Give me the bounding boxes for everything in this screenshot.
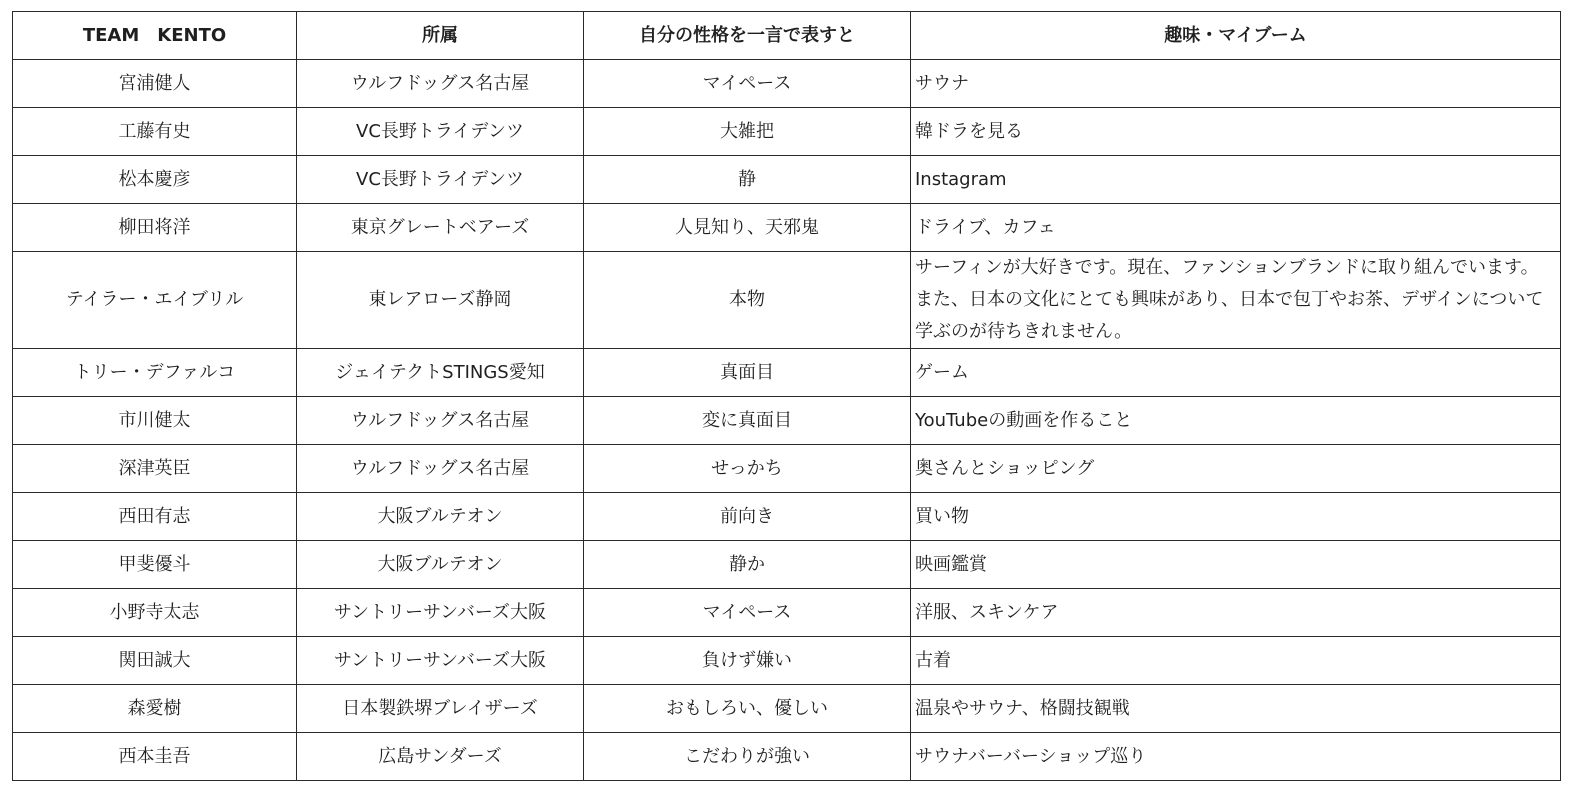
player-hobby: 古着 (911, 637, 1561, 685)
table-row (13, 349, 1561, 397)
player-name: 市川健太 (13, 397, 297, 445)
player-personality: 本物 (584, 252, 911, 349)
player-affiliation: ウルフドッグス名古屋 (297, 445, 584, 493)
player-personality: 真面目 (584, 349, 911, 397)
player-personality: 静か (584, 541, 911, 589)
player-hobby: 温泉やサウナ、格闘技観戦 (911, 685, 1561, 733)
player-hobby: YouTubeの動画を作ること (911, 397, 1561, 445)
player-affiliation: 東レアローズ静岡 (297, 252, 584, 349)
table-row (13, 493, 1561, 541)
player-personality: おもしろい、優しい (584, 685, 911, 733)
player-hobby: 韓ドラを見る (911, 108, 1561, 156)
table-row (13, 445, 1561, 493)
player-personality: 大雑把 (584, 108, 911, 156)
player-affiliation: サントリーサンバーズ大阪 (297, 637, 584, 685)
table-row (13, 637, 1561, 685)
player-hobby: ゲーム (911, 349, 1561, 397)
player-affiliation: VC長野トライデンツ (297, 108, 584, 156)
player-personality: マイペース (584, 60, 911, 108)
table-row (13, 60, 1561, 108)
header-team: TEAM KENTO (13, 12, 297, 60)
player-affiliation: ジェイテクトSTINGS愛知 (297, 349, 584, 397)
team-kento-table-wrapper (12, 11, 1560, 781)
player-hobby: サーフィンが大好きです。現在、ファンションブランドに取り組んでいます。また、日本の文化にとても興味があり、日本で包丁やお茶、デザインについて学ぶのが待ちきれません。 (911, 252, 1561, 349)
player-affiliation: サントリーサンバーズ大阪 (297, 589, 584, 637)
table-row (13, 156, 1561, 204)
player-personality: 前向き (584, 493, 911, 541)
player-hobby: サウナバーバーショップ巡り (911, 733, 1561, 781)
player-name: 宮浦健人 (13, 60, 297, 108)
table-row (13, 685, 1561, 733)
player-hobby: ドライブ、カフェ (911, 204, 1561, 252)
header-row (13, 12, 1561, 60)
table-row (13, 589, 1561, 637)
player-personality: こだわりが強い (584, 733, 911, 781)
player-affiliation: 大阪ブルテオン (297, 541, 584, 589)
header-affiliation: 所属 (297, 12, 584, 60)
player-name: 森愛樹 (13, 685, 297, 733)
player-affiliation: 東京グレートベアーズ (297, 204, 584, 252)
player-name: 工藤有史 (13, 108, 297, 156)
table-row (13, 108, 1561, 156)
player-name: 西田有志 (13, 493, 297, 541)
player-affiliation: 日本製鉄堺ブレイザーズ (297, 685, 584, 733)
table-row (13, 541, 1561, 589)
table-row (13, 397, 1561, 445)
player-hobby: サウナ (911, 60, 1561, 108)
player-hobby: 奥さんとショッピング (911, 445, 1561, 493)
player-personality: せっかち (584, 445, 911, 493)
player-name: 小野寺太志 (13, 589, 297, 637)
player-name: 西本圭吾 (13, 733, 297, 781)
table-row (13, 733, 1561, 781)
player-hobby: 洋服、スキンケア (911, 589, 1561, 637)
player-personality: 変に真面目 (584, 397, 911, 445)
team-kento-table (12, 11, 1561, 781)
player-hobby: Instagram (911, 156, 1561, 204)
player-hobby: 買い物 (911, 493, 1561, 541)
player-name: テイラー・エイブリル (13, 252, 297, 349)
player-personality: 静 (584, 156, 911, 204)
player-name: トリー・デファルコ (13, 349, 297, 397)
player-personality: マイペース (584, 589, 911, 637)
header-hobby: 趣味・マイブーム (911, 12, 1561, 60)
player-name: 松本慶彦 (13, 156, 297, 204)
player-name: 柳田将洋 (13, 204, 297, 252)
player-personality: 人見知り、天邪鬼 (584, 204, 911, 252)
header-personality: 自分の性格を一言で表すと (584, 12, 911, 60)
table-row (13, 204, 1561, 252)
player-name: 甲斐優斗 (13, 541, 297, 589)
player-personality: 負けず嫌い (584, 637, 911, 685)
player-affiliation: 大阪ブルテオン (297, 493, 584, 541)
player-affiliation: ウルフドッグス名古屋 (297, 60, 584, 108)
player-affiliation: ウルフドッグス名古屋 (297, 397, 584, 445)
player-affiliation: 広島サンダーズ (297, 733, 584, 781)
player-name: 関田誠大 (13, 637, 297, 685)
player-hobby: 映画鑑賞 (911, 541, 1561, 589)
player-affiliation: VC長野トライデンツ (297, 156, 584, 204)
table-row (13, 252, 1561, 349)
player-name: 深津英臣 (13, 445, 297, 493)
